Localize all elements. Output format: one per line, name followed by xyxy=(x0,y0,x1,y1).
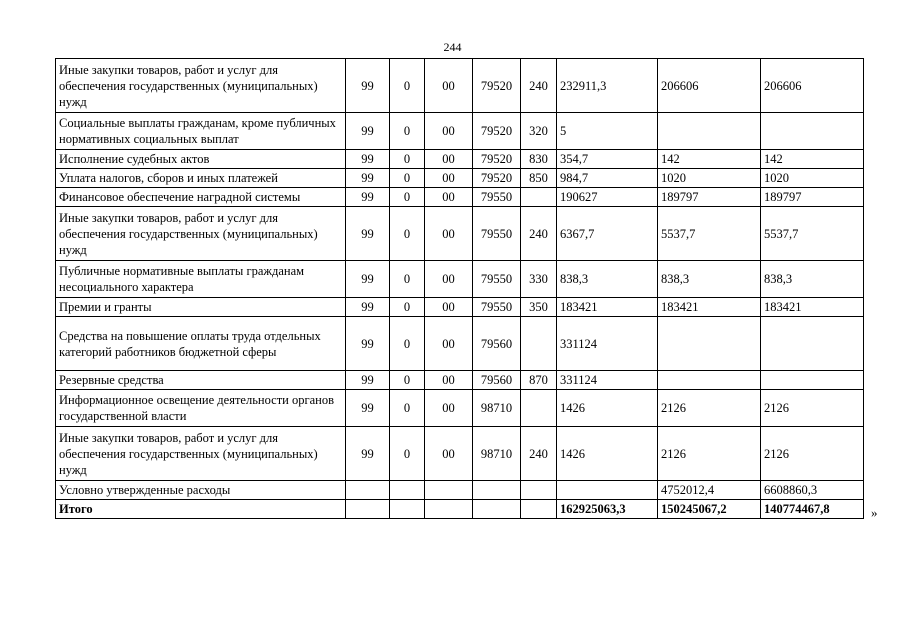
code-ministry: 99 xyxy=(346,298,390,317)
code-ministry xyxy=(346,481,390,500)
code-expense-type: 330 xyxy=(521,261,557,298)
table-row xyxy=(56,390,864,427)
code-ministry: 99 xyxy=(346,113,390,150)
table-row xyxy=(56,59,864,113)
table-row xyxy=(56,427,864,481)
code-ministry: 99 xyxy=(346,150,390,169)
total-amount-year-3: 140774467,8 xyxy=(761,500,864,519)
code-target: 79550 xyxy=(473,261,521,298)
code-subsection: 00 xyxy=(425,150,473,169)
amount-year-3: 2126 xyxy=(761,427,864,481)
code-expense-type: 850 xyxy=(521,169,557,188)
code-target: 79560 xyxy=(473,317,521,371)
code-subsection: 00 xyxy=(425,427,473,481)
table-row xyxy=(56,188,864,207)
item-name: Резервные средства xyxy=(56,371,346,390)
total-item-name: Итого xyxy=(56,500,346,519)
code-subsection: 00 xyxy=(425,207,473,261)
item-name: Средства на повышение оплаты труда отдельных категорий работников бюджетной сферы xyxy=(56,317,346,371)
code-target: 79560 xyxy=(473,371,521,390)
amount-year-2: 206606 xyxy=(658,59,761,113)
code-section: 0 xyxy=(390,207,425,261)
item-name: Иные закупки товаров, работ и услуг для обеспечения государственных (муниципальных) нужд xyxy=(56,59,346,113)
item-name: Исполнение судебных актов xyxy=(56,150,346,169)
item-name: Информационное освещение деятельности органов государственной власти xyxy=(56,390,346,427)
amount-year-3 xyxy=(761,371,864,390)
amount-year-1: 354,7 xyxy=(557,150,658,169)
code-target: 79520 xyxy=(473,113,521,150)
code-section: 0 xyxy=(390,150,425,169)
code-expense-type: 830 xyxy=(521,150,557,169)
code-subsection: 00 xyxy=(425,390,473,427)
code-expense-type: 870 xyxy=(521,371,557,390)
amount-year-2: 183421 xyxy=(658,298,761,317)
amount-year-1: 6367,7 xyxy=(557,207,658,261)
table-row xyxy=(56,371,864,390)
amount-year-1: 984,7 xyxy=(557,169,658,188)
total-code-subsection xyxy=(425,500,473,519)
total-code-section xyxy=(390,500,425,519)
table-row xyxy=(56,150,864,169)
amount-year-3: 5537,7 xyxy=(761,207,864,261)
code-section: 0 xyxy=(390,371,425,390)
code-section: 0 xyxy=(390,113,425,150)
amount-year-2 xyxy=(658,113,761,150)
amount-year-1 xyxy=(557,481,658,500)
amount-year-3: 838,3 xyxy=(761,261,864,298)
code-section: 0 xyxy=(390,298,425,317)
amount-year-2: 5537,7 xyxy=(658,207,761,261)
amount-year-1: 331124 xyxy=(557,317,658,371)
amount-year-2 xyxy=(658,371,761,390)
total-row xyxy=(56,500,864,519)
amount-year-3: 206606 xyxy=(761,59,864,113)
amount-year-3: 183421 xyxy=(761,298,864,317)
item-name: Условно утвержденные расходы xyxy=(56,481,346,500)
amount-year-3: 2126 xyxy=(761,390,864,427)
item-name: Иные закупки товаров, работ и услуг для обеспечения государственных (муниципальных) нужд xyxy=(56,207,346,261)
code-subsection: 00 xyxy=(425,188,473,207)
code-target: 79550 xyxy=(473,207,521,261)
item-name: Публичные нормативные выплаты гражданам несоциального характера xyxy=(56,261,346,298)
code-ministry: 99 xyxy=(346,390,390,427)
amount-year-1: 331124 xyxy=(557,371,658,390)
table-row xyxy=(56,207,864,261)
amount-year-2: 1020 xyxy=(658,169,761,188)
code-ministry: 99 xyxy=(346,371,390,390)
code-expense-type xyxy=(521,188,557,207)
table-row xyxy=(56,317,864,371)
amount-year-2: 189797 xyxy=(658,188,761,207)
budget-table xyxy=(55,58,864,519)
table-row xyxy=(56,113,864,150)
total-code-target xyxy=(473,500,521,519)
amount-year-2: 2126 xyxy=(658,427,761,481)
table-body xyxy=(56,59,864,519)
code-expense-type xyxy=(521,317,557,371)
item-name: Социальные выплаты гражданам, кроме публичных нормативных социальных выплат xyxy=(56,113,346,150)
amount-year-1: 232911,3 xyxy=(557,59,658,113)
code-subsection: 00 xyxy=(425,298,473,317)
amount-year-1: 838,3 xyxy=(557,261,658,298)
table-row xyxy=(56,298,864,317)
code-target: 79550 xyxy=(473,298,521,317)
code-section: 0 xyxy=(390,188,425,207)
code-section: 0 xyxy=(390,317,425,371)
code-ministry: 99 xyxy=(346,188,390,207)
total-amount-year-1: 162925063,3 xyxy=(557,500,658,519)
amount-year-3 xyxy=(761,113,864,150)
code-section: 0 xyxy=(390,390,425,427)
code-subsection: 00 xyxy=(425,113,473,150)
code-target: 79520 xyxy=(473,59,521,113)
page-number: 244 xyxy=(443,40,462,54)
table-row xyxy=(56,261,864,298)
total-amount-year-2: 150245067,2 xyxy=(658,500,761,519)
code-ministry: 99 xyxy=(346,317,390,371)
amount-year-1: 183421 xyxy=(557,298,658,317)
code-ministry: 99 xyxy=(346,261,390,298)
amount-year-1: 190627 xyxy=(557,188,658,207)
amount-year-3: 6608860,3 xyxy=(761,481,864,500)
code-section: 0 xyxy=(390,59,425,113)
code-expense-type: 240 xyxy=(521,427,557,481)
amount-year-3: 142 xyxy=(761,150,864,169)
closing-quote: » xyxy=(871,505,878,520)
code-section: 0 xyxy=(390,261,425,298)
amount-year-2: 4752012,4 xyxy=(658,481,761,500)
code-subsection: 00 xyxy=(425,261,473,298)
code-subsection: 00 xyxy=(425,169,473,188)
code-target: 79520 xyxy=(473,150,521,169)
code-ministry: 99 xyxy=(346,59,390,113)
code-expense-type: 320 xyxy=(521,113,557,150)
amount-year-1: 1426 xyxy=(557,390,658,427)
code-section: 0 xyxy=(390,169,425,188)
amount-year-1: 1426 xyxy=(557,427,658,481)
code-section: 0 xyxy=(390,427,425,481)
code-expense-type xyxy=(521,481,557,500)
amount-year-3: 189797 xyxy=(761,188,864,207)
amount-year-2: 142 xyxy=(658,150,761,169)
item-name: Премии и гранты xyxy=(56,298,346,317)
amount-year-3 xyxy=(761,317,864,371)
code-expense-type: 240 xyxy=(521,207,557,261)
table-row xyxy=(56,481,864,500)
amount-year-1: 5 xyxy=(557,113,658,150)
total-code-expense-type xyxy=(521,500,557,519)
code-target: 98710 xyxy=(473,390,521,427)
code-subsection xyxy=(425,481,473,500)
code-ministry: 99 xyxy=(346,427,390,481)
item-name: Финансовое обеспечение наградной системы xyxy=(56,188,346,207)
code-target: 98710 xyxy=(473,427,521,481)
code-subsection: 00 xyxy=(425,59,473,113)
code-ministry: 99 xyxy=(346,207,390,261)
code-section xyxy=(390,481,425,500)
total-code-ministry xyxy=(346,500,390,519)
code-expense-type: 350 xyxy=(521,298,557,317)
code-subsection: 00 xyxy=(425,371,473,390)
code-expense-type: 240 xyxy=(521,59,557,113)
code-expense-type xyxy=(521,390,557,427)
amount-year-2: 2126 xyxy=(658,390,761,427)
amount-year-2 xyxy=(658,317,761,371)
table-row xyxy=(56,169,864,188)
code-target: 79520 xyxy=(473,169,521,188)
code-target: 79550 xyxy=(473,188,521,207)
code-ministry: 99 xyxy=(346,169,390,188)
amount-year-3: 1020 xyxy=(761,169,864,188)
code-subsection: 00 xyxy=(425,317,473,371)
item-name: Иные закупки товаров, работ и услуг для обеспечения государственных (муниципальных) нужд xyxy=(56,427,346,481)
item-name: Уплата налогов, сборов и иных платежей xyxy=(56,169,346,188)
code-target xyxy=(473,481,521,500)
amount-year-2: 838,3 xyxy=(658,261,761,298)
